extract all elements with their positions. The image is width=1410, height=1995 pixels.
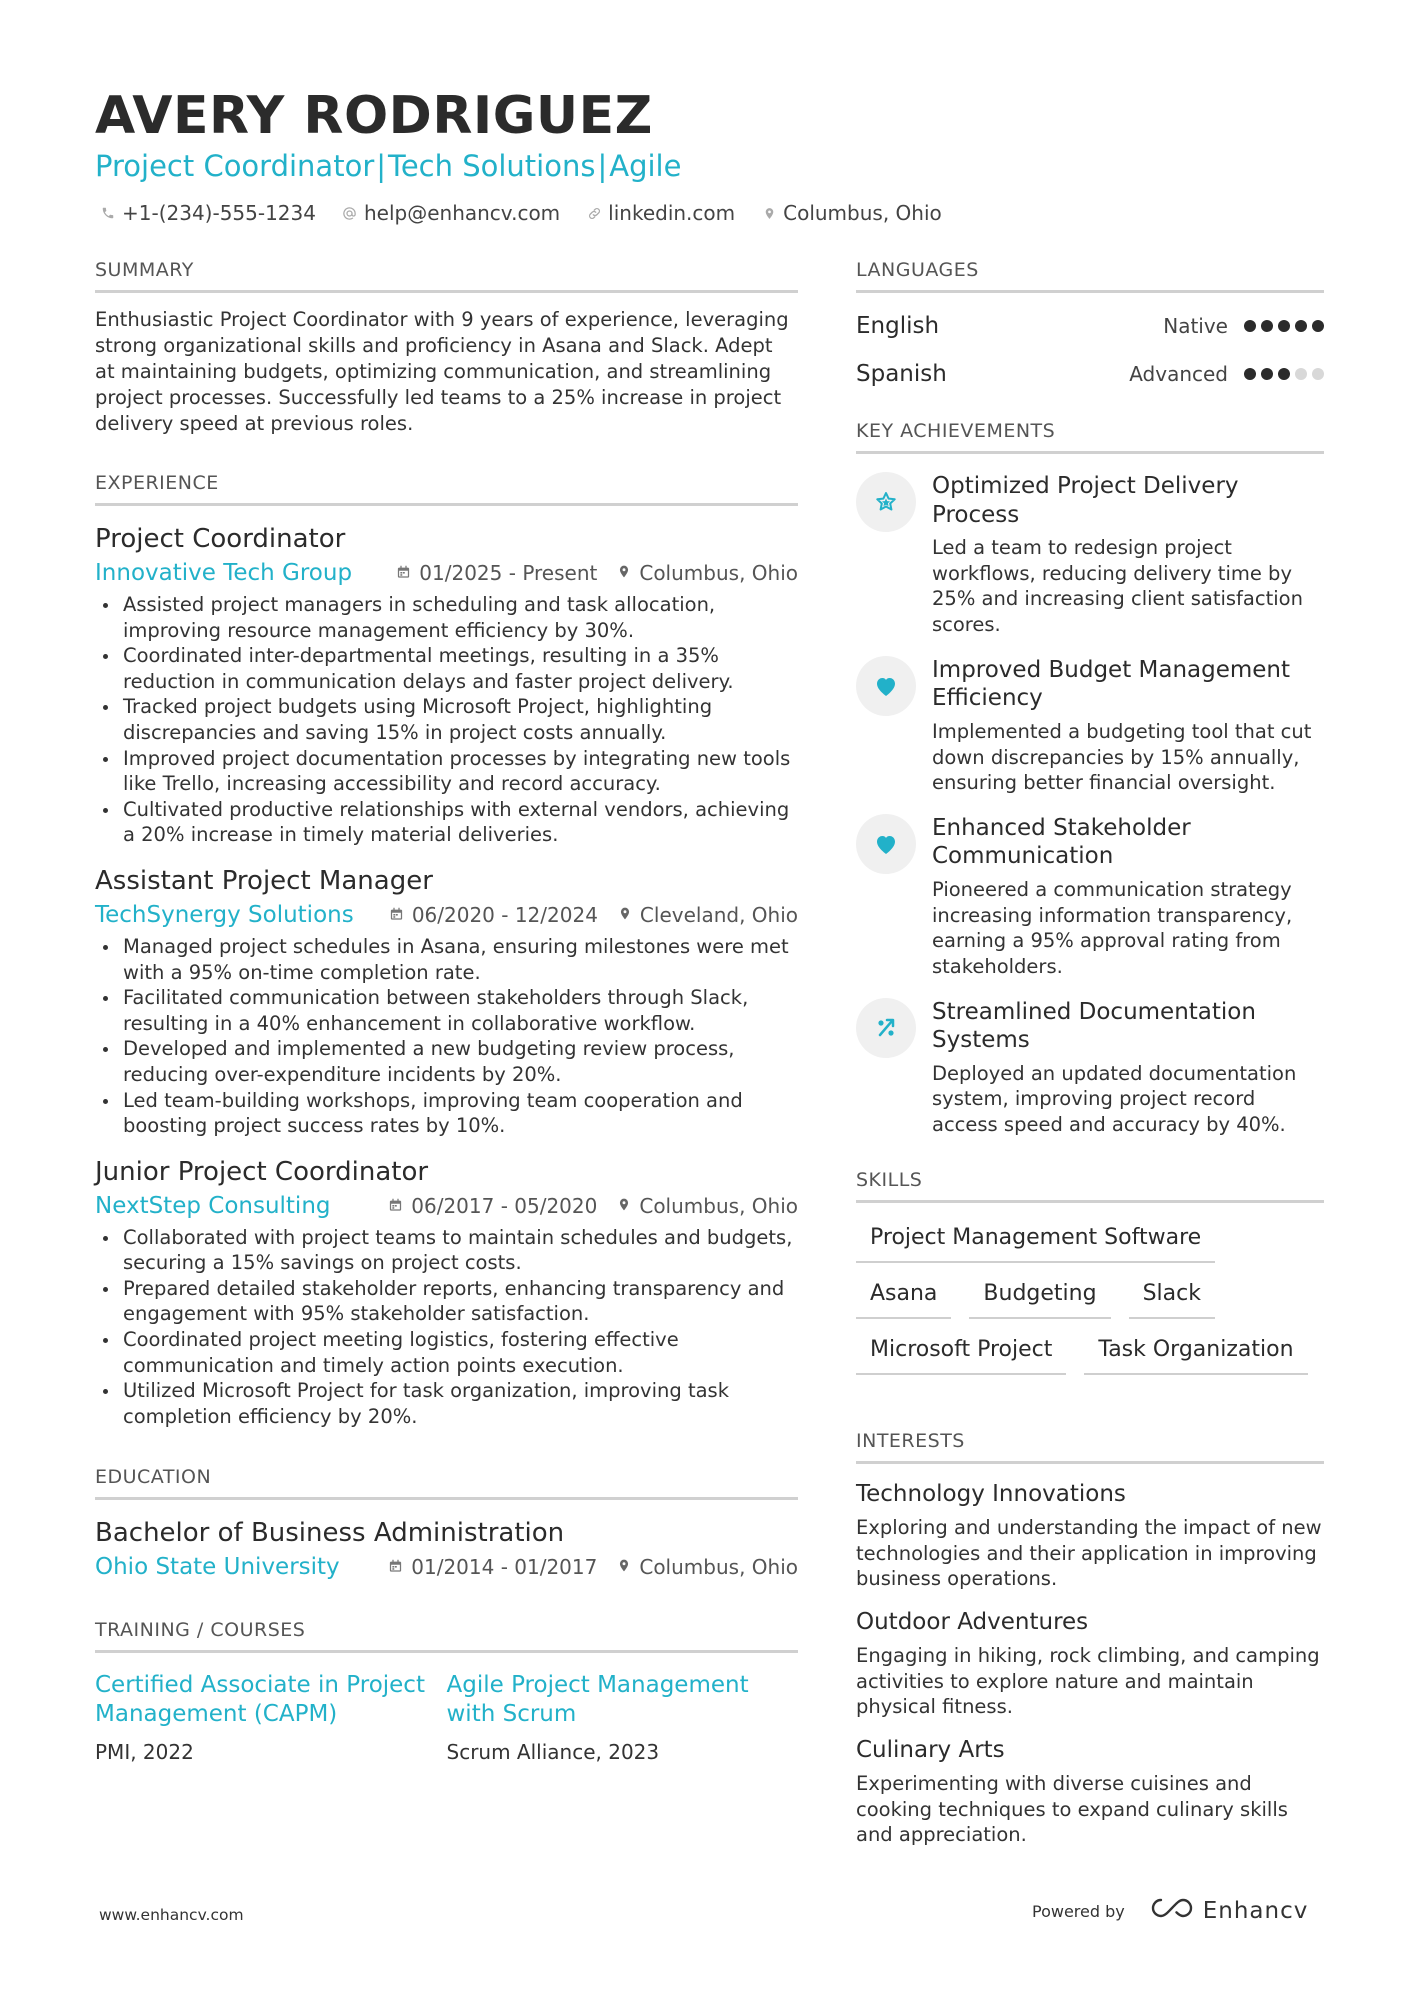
- brand-name: Enhancv: [1202, 1898, 1309, 1924]
- degree-title: Bachelor of Business Administration: [95, 1518, 565, 1549]
- heart-icon: [856, 656, 916, 716]
- bullet-item: Tracked project budgets using Microsoft Project, highlighting discrepancies and saving 15% in project costs annually.: [95, 694, 798, 745]
- bullet-item: Facilitated communication between stakeholders through Slack, resulting in a 40% enhancement in collaborative workflow.: [95, 985, 798, 1036]
- achievement-desc: Pioneered a communication strategy increasing information transparency, earning a 95% approval rating from stakeholders.: [932, 877, 1293, 979]
- job-meta: [95, 1191, 798, 1221]
- achievement-title: Improved Budget Management Efficiency: [932, 656, 1291, 712]
- achievement-item: [856, 814, 1324, 980]
- tagline-role: Project Coordinator: [95, 149, 375, 183]
- job-details: [396, 558, 798, 588]
- location-text: Columbus, Ohio: [783, 201, 942, 225]
- linkedin-text: linkedin.com: [608, 201, 736, 225]
- section-title-skills: SKILLS: [856, 1168, 1324, 1203]
- bullet-item: Utilized Microsoft Project for task organization, improving task completion efficiency by 20%.: [95, 1378, 798, 1429]
- interest-item: [856, 1608, 1324, 1720]
- email-text: help@enhancv.com: [363, 201, 561, 225]
- proficiency-dot-empty: [1312, 368, 1324, 380]
- education-location: [617, 1552, 798, 1582]
- achievement-desc: Deployed an updated documentation system, improving project record access speed and accuracy by 40%.: [932, 1061, 1297, 1137]
- bullet-item: Coordinated project meeting logistics, fostering effective communication and timely action points execution.: [95, 1327, 798, 1378]
- achievement-title: Enhanced Stakeholder Communication: [932, 814, 1191, 870]
- languages-section: [856, 258, 1324, 389]
- skill-tag: Budgeting: [969, 1275, 1110, 1319]
- achievement-item: [856, 472, 1324, 638]
- interest-title: Culinary Arts: [856, 1737, 1005, 1764]
- right-column: [856, 258, 1324, 1848]
- star-icon: [856, 472, 916, 532]
- powered-by-label: Powered by: [1032, 1901, 1125, 1921]
- company-name: NextStep Consulting: [95, 1192, 331, 1219]
- achievement-body: [932, 472, 1324, 638]
- achievement-title: Streamlined Documentation Systems: [932, 998, 1256, 1054]
- bullet-item: Assisted project managers in scheduling and task allocation, improving resource management efficiency by 30%.: [95, 592, 798, 643]
- education-meta: [95, 1552, 798, 1582]
- job-title: Project Coordinator: [95, 524, 346, 554]
- skill-tag: Task Organization: [1084, 1331, 1307, 1375]
- bullet-item: Improved project documentation processes by integrating new tools like Trello, increasing accessibility and record accuracy.: [95, 746, 798, 797]
- footer-website[interactable]: www.enhancv.com: [99, 1906, 244, 1924]
- proficiency-dot-filled: [1261, 368, 1273, 380]
- bullet-item: Cultivated productive relationships with external vendors, achieving a 20% increase in timely material deliveries.: [95, 797, 798, 848]
- skill-tag: Asana: [856, 1275, 951, 1319]
- bullet-item: Prepared detailed stakeholder reports, enhancing transparency and engagement with 95% stakeholder satisfaction.: [95, 1276, 798, 1327]
- brand-logo[interactable]: [1149, 1896, 1309, 1926]
- link-icon: [586, 205, 602, 221]
- location-pin-icon: [617, 1191, 631, 1221]
- course-item: [95, 1671, 447, 1765]
- section-title-interests: INTERESTS: [856, 1429, 1324, 1464]
- job-dates-text: 01/2025 - Present: [419, 561, 598, 585]
- infinity-logo-icon: [1149, 1896, 1195, 1926]
- education-dates-text: 01/2014 - 01/2017: [411, 1555, 598, 1580]
- language-level: Native: [1163, 314, 1228, 338]
- interest-item: [856, 1736, 1324, 1848]
- contact-linkedin[interactable]: [586, 199, 735, 227]
- interest-desc: Engaging in hiking, rock climbing, and camping activities to explore nature and maintain physical fitness.: [856, 1643, 1320, 1719]
- proficiency-dot-filled: [1244, 368, 1256, 380]
- job-location-text: Columbus, Ohio: [639, 1193, 798, 1218]
- section-title-training: TRAINING / COURSES: [95, 1618, 798, 1653]
- bullet-item: Developed and implemented a new budgeting review process, reducing over-expenditure incidents by 20%.: [95, 1036, 798, 1087]
- interests-section: [856, 1429, 1324, 1848]
- language-name: English: [856, 313, 940, 339]
- skill-tag: Slack: [1129, 1275, 1215, 1319]
- contact-phone[interactable]: [100, 199, 316, 227]
- tagline-field: Tech Solutions: [388, 149, 596, 183]
- section-title-education: EDUCATION: [95, 1465, 798, 1500]
- proficiency-dot-filled: [1312, 320, 1324, 332]
- job-details: [389, 900, 798, 930]
- achievement-body: [932, 656, 1324, 796]
- job-meta: [95, 558, 798, 588]
- job-dates: [396, 558, 597, 588]
- job-location: [618, 900, 798, 930]
- proficiency-dot-filled: [1278, 320, 1290, 332]
- job-location-text: Columbus, Ohio: [639, 561, 798, 585]
- training-section: [95, 1618, 798, 1765]
- proficiency-dots: [1244, 368, 1324, 380]
- proficiency-dot-filled: [1261, 320, 1273, 332]
- achievement-desc: Implemented a budgeting tool that cut down discrepancies by 15% annually, ensuring better financial oversight.: [932, 719, 1312, 795]
- calendar-icon: [389, 900, 404, 930]
- experience-entry: [95, 522, 798, 848]
- job-details: [388, 1191, 798, 1221]
- bullet-item: Coordinated inter-departmental meetings, resulting in a 35% reduction in communication delays and faster project delivery.: [95, 643, 798, 694]
- interest-title: Technology Innovations: [856, 1480, 1126, 1507]
- footer-branding: [1032, 1896, 1308, 1926]
- job-location: [617, 1191, 798, 1221]
- contact-email[interactable]: [342, 199, 560, 227]
- section-title-summary: SUMMARY: [95, 258, 798, 293]
- bullet-item: Managed project schedules in Asana, ensuring milestones were met with a 95% on-time completion rate.: [95, 934, 798, 985]
- job-bullets: [95, 592, 798, 848]
- course-list: [95, 1671, 798, 1765]
- bullet-item: Led team-building workshops, improving team cooperation and boosting project success rates by 10%.: [95, 1088, 798, 1139]
- experience-entry: [95, 1155, 798, 1430]
- education-details: [388, 1552, 798, 1582]
- achievement-item: [856, 998, 1324, 1138]
- tagline-separator: |: [597, 149, 608, 183]
- summary-section: [95, 258, 798, 437]
- job-location-text: Cleveland, Ohio: [639, 902, 798, 927]
- education-location-text: Columbus, Ohio: [639, 1555, 798, 1580]
- location-pin-icon: [617, 1552, 631, 1582]
- candidate-name: AVERY RODRIGUEZ: [95, 86, 653, 146]
- interest-desc: Exploring and understanding the impact of new technologies and their application in improving business operations.: [856, 1515, 1322, 1591]
- achievement-item: [856, 656, 1324, 796]
- job-title: Assistant Project Manager: [95, 865, 433, 896]
- language-item: [856, 311, 1324, 341]
- school-name: Ohio State University: [95, 1554, 340, 1581]
- location-pin-icon: [617, 558, 631, 588]
- calendar-icon: [388, 1191, 403, 1221]
- proficiency-dot-filled: [1295, 320, 1307, 332]
- course-issuer: PMI, 2022: [95, 1740, 194, 1765]
- course-title: Certified Associate in Project Management (CAPM): [95, 1672, 425, 1728]
- phone-icon: [100, 205, 116, 221]
- left-column: [95, 258, 798, 1765]
- language-proficiency: [1163, 311, 1324, 341]
- location-pin-icon: [761, 205, 777, 221]
- heart-icon: [856, 814, 916, 874]
- language-name: Spanish: [856, 361, 947, 387]
- interest-item: [856, 1480, 1324, 1592]
- proficiency-dot-filled: [1278, 368, 1290, 380]
- job-dates-text: 06/2017 - 05/2020: [411, 1193, 598, 1218]
- course-issuer: Scrum Alliance, 2023: [446, 1740, 660, 1765]
- section-title-experience: EXPERIENCE: [95, 471, 798, 506]
- contact-bar: [100, 199, 942, 227]
- contact-location: [761, 199, 942, 227]
- skill-tag: Project Management Software: [856, 1219, 1215, 1263]
- summary-text: Enthusiastic Project Coordinator with 9 years of experience, leveraging strong organizational skills and proficiency in Asana and Slack. Adept at maintaining budgets, optimizing communication, and streamlining project processes. Successfully led teams to a 25% increase in project delivery speed at previous roles.: [95, 308, 789, 435]
- education-dates: [388, 1552, 597, 1582]
- company-name: TechSynergy Solutions: [95, 901, 354, 928]
- job-dates-text: 06/2020 - 12/2024: [411, 902, 598, 927]
- location-pin-icon: [618, 900, 632, 930]
- language-proficiency: [1129, 359, 1324, 389]
- tagline-separator: |: [376, 149, 387, 183]
- skills-section: [856, 1168, 1324, 1375]
- skill-tag: Microsoft Project: [856, 1331, 1066, 1375]
- proficiency-dot-filled: [1244, 320, 1256, 332]
- achievement-desc: Led a team to redesign project workflows, reducing delivery time by 25% and increasing client satisfaction scores.: [932, 536, 1303, 637]
- interest-title: Outdoor Adventures: [856, 1608, 1089, 1635]
- tagline-method: Agile: [609, 149, 682, 183]
- job-bullets: [95, 1225, 798, 1430]
- language-level: Advanced: [1129, 362, 1228, 386]
- language-item: [856, 359, 1324, 389]
- achievement-body: [932, 998, 1324, 1138]
- proficiency-dots: [1244, 320, 1324, 332]
- calendar-icon: [388, 1552, 403, 1582]
- company-name: Innovative Tech Group: [95, 560, 353, 586]
- job-title: Junior Project Coordinator: [95, 1156, 429, 1187]
- bullet-item: Collaborated with project teams to maintain schedules and budgets, securing a 15% savings on project costs.: [95, 1225, 798, 1276]
- calendar-icon: [396, 558, 411, 588]
- education-section: [95, 1465, 798, 1582]
- skill-list: [856, 1219, 1326, 1375]
- proficiency-dot-empty: [1295, 368, 1307, 380]
- course-item: [447, 1671, 799, 1765]
- job-location: [617, 558, 798, 588]
- interest-desc: Experimenting with diverse cuisines and cooking techniques to expand culinary skills and appreciation.: [856, 1772, 1288, 1847]
- achievement-title: Optimized Project Delivery Process: [932, 473, 1239, 528]
- at-icon: [342, 205, 358, 221]
- achievements-section: [856, 419, 1324, 1138]
- achievement-body: [932, 814, 1324, 980]
- tagline: [95, 148, 681, 184]
- section-title-languages: LANGUAGES: [856, 258, 1324, 293]
- phone-text: +1-(234)-555-1234: [122, 201, 316, 225]
- course-title: Agile Project Management with Scrum: [446, 1672, 749, 1728]
- job-bullets: [95, 934, 798, 1139]
- job-meta: [95, 900, 798, 930]
- job-dates: [388, 1191, 597, 1221]
- education-entry: [95, 1516, 798, 1582]
- experience-entry: [95, 864, 798, 1139]
- percent-icon: [856, 998, 916, 1058]
- section-title-achievements: KEY ACHIEVEMENTS: [856, 419, 1324, 454]
- experience-section: [95, 471, 798, 1429]
- job-dates: [389, 900, 598, 930]
